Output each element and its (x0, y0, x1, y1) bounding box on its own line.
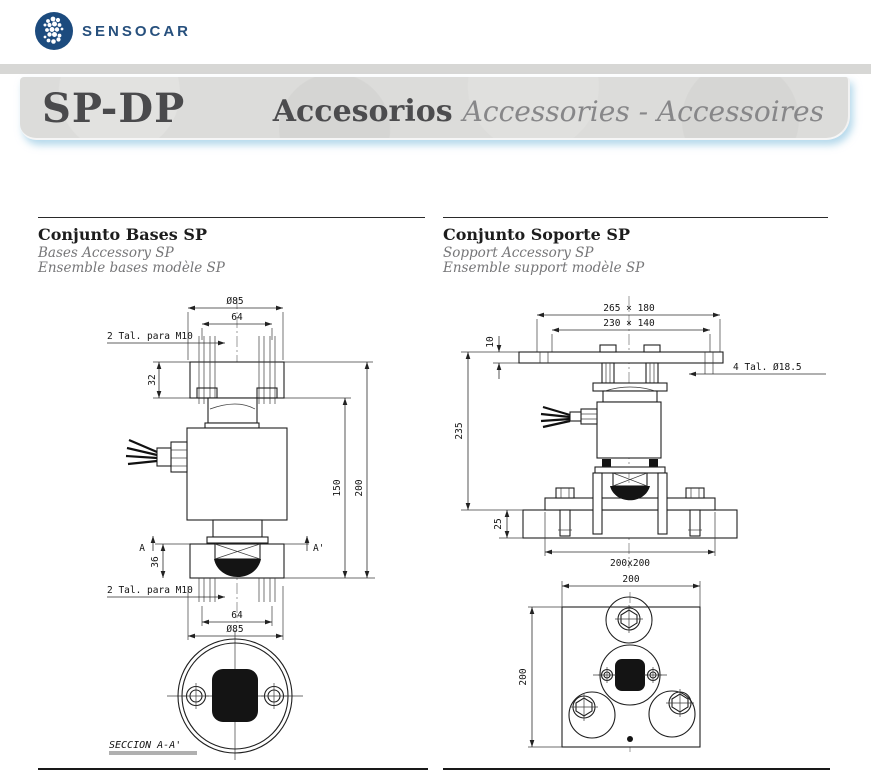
dim-label: 200x200 (609, 558, 651, 569)
soporte-side-view (454, 296, 826, 569)
bases-sp-drawing (95, 292, 435, 767)
right-footer-rule (443, 768, 830, 770)
dim-label: 150 (332, 479, 343, 497)
right-section-rule (443, 217, 828, 218)
header-titles (273, 94, 824, 129)
right-section-subtitle-fr: Ensemble support modèle SP (443, 260, 645, 276)
right-section-header (443, 225, 833, 276)
dim-label: 265 × 180 (603, 303, 655, 314)
right-section-subtitle-en: Sopport Accessory SP (443, 245, 594, 261)
soporte-top-view (518, 574, 700, 752)
holes-label-bottom: 2 Tal. para M10 (107, 585, 193, 596)
right-section-title: Conjunto Soporte SP (443, 225, 630, 244)
bases-side-view (107, 296, 375, 640)
cable-gland (126, 440, 187, 472)
brand-logo (35, 12, 191, 50)
holes-label-top: 2 Tal. para M10 (107, 331, 193, 342)
dim-label: Ø85 (226, 296, 244, 307)
left-section-header (38, 225, 428, 276)
dim-label: 32 (147, 374, 158, 386)
left-footer-rule (38, 768, 428, 770)
dim-label: 200 (622, 574, 640, 585)
dim-label: 235 (454, 422, 465, 440)
dim-label: 36 (150, 556, 161, 568)
left-section-rule (38, 217, 425, 218)
bases-section-view (109, 630, 303, 760)
dim-label: 64 (231, 312, 243, 323)
left-section-subtitle-en: Bases Accessory SP (38, 245, 174, 261)
dim-label: 200 (354, 479, 365, 497)
dim-label: 64 (231, 610, 243, 621)
holes-label: 4 Tal. Ø18.5 (733, 362, 802, 373)
model-title: SP-DP (42, 85, 186, 132)
dim-label: 230 × 140 (603, 318, 655, 329)
cable-gland (541, 407, 597, 427)
soporte-sp-drawing (443, 290, 863, 765)
section-label: SECCION A-A' (109, 740, 182, 751)
header-band (0, 64, 871, 74)
header-title-translations: Accessories - Accessoires (462, 95, 824, 128)
dim-label: Ø85 (226, 624, 244, 635)
section-marker-a2: A' (313, 543, 325, 554)
header-title-es: Accesorios (272, 94, 453, 129)
dim-label: 200 (518, 668, 529, 686)
brand-name: SENSOCAR (82, 22, 192, 40)
left-section-title: Conjunto Bases SP (38, 225, 207, 244)
section-marker-a: A (139, 543, 145, 554)
sensocar-logo-icon (35, 12, 73, 50)
dim-label: 25 (493, 518, 504, 530)
header-box (20, 77, 850, 140)
dim-label: 10 (485, 336, 496, 348)
left-section-subtitle-fr: Ensemble bases modèle SP (38, 260, 225, 276)
